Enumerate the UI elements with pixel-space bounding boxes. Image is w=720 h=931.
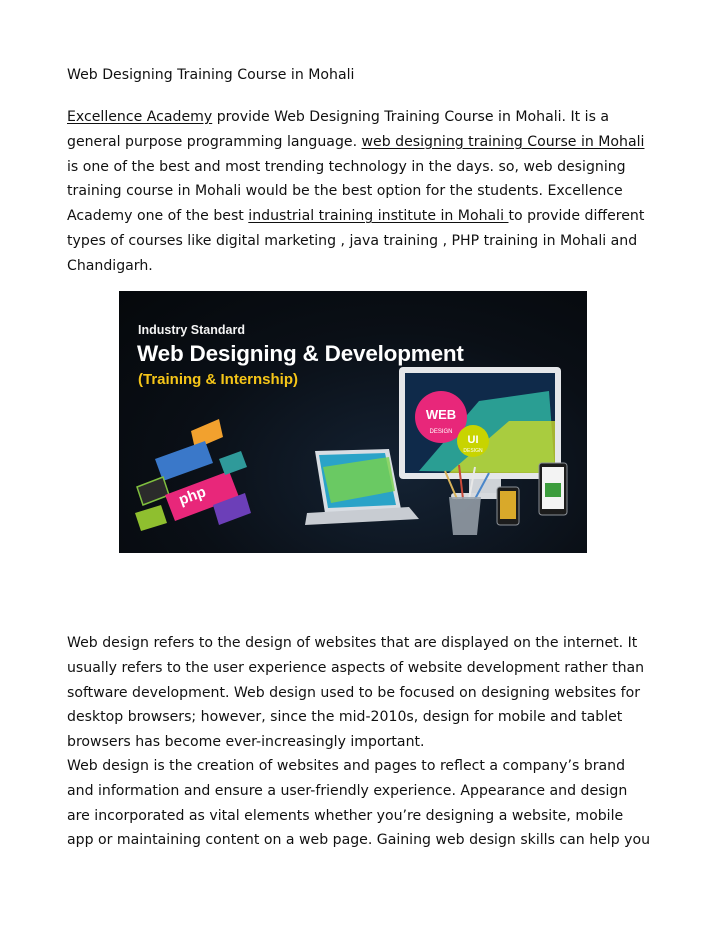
intro-line	[67, 204, 667, 229]
tech-tiles-graphic	[135, 419, 251, 531]
body-line: browsers has become ever-increasingly important.	[67, 734, 425, 751]
tile-icon	[219, 451, 247, 475]
tile-icon	[155, 441, 213, 481]
banner-heading: Web Designing & Development	[137, 341, 464, 366]
badge-web-label: WEB	[425, 407, 457, 422]
intro-paragraph	[67, 105, 667, 279]
body-line: desktop browsers; however, since the mid-2010s, design for mobile and tablet	[67, 709, 623, 726]
intro-line: training course in Mohali would be the best option for the students. Excellence	[67, 183, 623, 200]
tile-icon	[137, 477, 169, 505]
tile-icon	[135, 505, 167, 531]
page-title: Web Designing Training Course in Mohali	[67, 67, 355, 83]
industrial-training-link[interactable]: industrial training institute in Mohali	[248, 208, 509, 225]
desktop-monitor-graphic	[399, 367, 561, 499]
intro-line	[67, 105, 667, 130]
banner-kicker: Industry Standard	[138, 323, 245, 337]
badge-ui-label: UI	[467, 434, 479, 446]
body-line: app or maintaining content on a web page. Gaining web design skills can help you	[67, 832, 651, 849]
body-line: Web design is the creation of websites and pages to reflect a company’s brand	[67, 758, 626, 774]
body-line: software development. Web design used to be focused on designing websites for	[67, 684, 641, 701]
body-paragraph-web-design-creation	[67, 754, 667, 853]
body-line: Web design refers to the design of websites that are displayed on the internet. It	[67, 635, 638, 651]
intro-line: Chandigarh.	[67, 257, 153, 274]
banner-subheading: (Training & Internship)	[138, 371, 298, 388]
body-line: and information and ensure a user-friendly experience. Appearance and design	[67, 782, 628, 799]
intro-line	[67, 130, 667, 155]
course-banner-image	[119, 291, 587, 553]
intro-line: is one of the best and most trending technology in the days. so, web designing	[67, 158, 626, 175]
excellence-academy-link[interactable]: Excellence Academy	[67, 109, 213, 125]
badge-ui-design-label: DESIGN	[463, 448, 483, 454]
body-line: are incorporated as vital elements whether you’re designing a website, mobile	[67, 807, 624, 824]
intro-text: general purpose programming language.	[67, 133, 362, 150]
intro-text: to provide different	[508, 208, 645, 225]
intro-text: provide Web Designing Training Course in Mohali. It is a	[212, 109, 610, 125]
php-label: php	[176, 483, 209, 509]
badge-design-label: DESIGN	[429, 429, 453, 435]
web-designing-course-link[interactable]: web designing training Course in Mohali	[361, 133, 645, 150]
intro-text: Academy one of the best	[67, 208, 249, 225]
body-paragraph-web-design-definition	[67, 631, 667, 755]
intro-line: types of courses like digital marketing , java training , PHP training in Mohali and	[67, 232, 638, 249]
body-line: usually refers to the user experience aspects of website development rather than	[67, 659, 645, 676]
